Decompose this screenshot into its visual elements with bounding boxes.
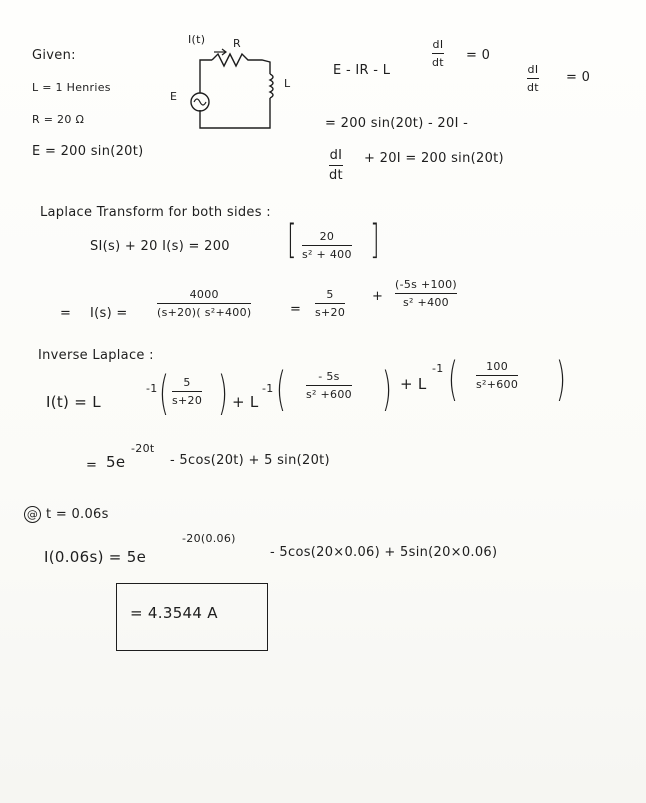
kvl-lhs: E - IR - L: [333, 63, 391, 78]
inverse-t1-den: s+20: [172, 394, 203, 408]
inverse-t3-den: s²+600: [476, 378, 519, 392]
open-paren: (: [159, 366, 169, 420]
laplace-fraction: [302, 230, 352, 261]
inverse-operator-2: -1: [262, 382, 274, 395]
sub-num: dI: [527, 63, 539, 76]
open-paren: (: [276, 362, 286, 416]
ode-den: dt: [329, 168, 343, 184]
inverse-t1-num: 5: [183, 376, 191, 389]
inverse-operator-1: -1: [146, 382, 158, 395]
partial-f2-num: 5: [326, 288, 334, 301]
sub-rhs: = 0: [566, 70, 591, 85]
sub-den: dt: [527, 81, 539, 95]
result-eq: =: [86, 458, 98, 473]
kvl-rhs: = 0: [466, 48, 491, 63]
evaluation-lhs: I(0.06s) = 5e: [44, 548, 147, 566]
inverse-lhs: I(t) = L: [46, 393, 101, 411]
result-exponent: -20t: [131, 442, 155, 455]
fraction-bar: [315, 303, 345, 304]
partial-plus: +: [372, 289, 384, 304]
inverse-heading: Inverse Laplace :: [38, 348, 154, 363]
partial-fraction-1: [157, 288, 251, 319]
partial-fraction-2: [315, 288, 345, 319]
evaluation-rest: - 5cos(20×0.06) + 5sin(20×0.06): [270, 545, 498, 560]
laplace-den: s² + 400: [302, 248, 352, 262]
inverse-operator-3: -1: [432, 362, 444, 375]
right-bracket: ]: [370, 217, 380, 263]
inverse-t2-num: - 5s: [318, 370, 340, 383]
kvl-num: dI: [432, 38, 444, 51]
partial-f3-num: (-5s +100): [395, 278, 457, 291]
fraction-bar: [395, 293, 457, 294]
final-answer: = 4.3544 A: [130, 604, 218, 622]
partial-fraction-3: [395, 278, 457, 309]
circuit-current-label: I(t): [188, 33, 206, 46]
evaluation-exponent: -20(0.06): [182, 532, 236, 545]
kvl-den: dt: [432, 56, 444, 70]
at-time-text: t = 0.06s: [46, 507, 109, 522]
laplace-heading: Laplace Transform for both sides :: [40, 205, 271, 220]
left-bracket: [: [287, 217, 297, 263]
sub-derivative: [527, 63, 539, 94]
laplace-num: 20: [319, 230, 335, 243]
inverse-term-3: [476, 360, 518, 391]
fraction-bar: [432, 53, 444, 54]
fraction-bar: [302, 245, 352, 246]
ode-rhs: + 20I = 200 sin(20t): [364, 151, 504, 166]
kvl-derivative: [432, 38, 444, 69]
at-symbol: @: [24, 506, 41, 523]
close-paren: ): [556, 352, 566, 406]
inverse-term-1: [172, 376, 202, 407]
ode-derivative: [329, 148, 343, 183]
close-paren: ): [382, 362, 392, 416]
given-resistance: R = 20 Ω: [32, 113, 85, 126]
sub-lhs: = 200 sin(20t) - 20I -: [325, 116, 469, 131]
partial-f2-den: s+20: [315, 306, 346, 320]
open-paren: (: [448, 352, 458, 406]
inverse-term-2: [306, 370, 352, 401]
inverse-t3-num: 100: [486, 360, 509, 373]
circuit-e-label: E: [170, 90, 178, 103]
fraction-bar: [306, 385, 352, 386]
laplace-lhs: SI(s) + 20 I(s) = 200: [90, 239, 230, 254]
partial-prefix: =: [60, 306, 72, 321]
partial-f3-den: s² +400: [403, 296, 449, 310]
fraction-bar: [329, 165, 343, 166]
fraction-bar: [476, 375, 518, 376]
ode-num: dI: [329, 148, 343, 163]
fraction-bar: [172, 391, 202, 392]
inverse-t2-den: s² +600: [306, 388, 352, 402]
given-heading: Given:: [32, 48, 76, 63]
given-inductance: L = 1 Henries: [32, 81, 111, 94]
partial-lhs: I(s) =: [90, 306, 128, 321]
fraction-bar: [527, 78, 539, 79]
partial-eq: =: [290, 302, 302, 317]
result-base: 5e: [106, 453, 126, 471]
inverse-plus-2: + L: [400, 375, 427, 393]
inverse-plus-1: + L: [232, 393, 259, 411]
partial-f1-num: 4000: [189, 288, 219, 301]
partial-f1-den: (s+20)( s²+400): [157, 306, 252, 320]
close-paren: ): [218, 366, 228, 420]
fraction-bar: [157, 303, 251, 304]
given-source: E = 200 sin(20t): [32, 144, 144, 159]
result-rest: - 5cos(20t) + 5 sin(20t): [170, 453, 330, 468]
circuit-l-label: L: [284, 77, 291, 90]
circuit-r-label: R: [233, 37, 241, 50]
